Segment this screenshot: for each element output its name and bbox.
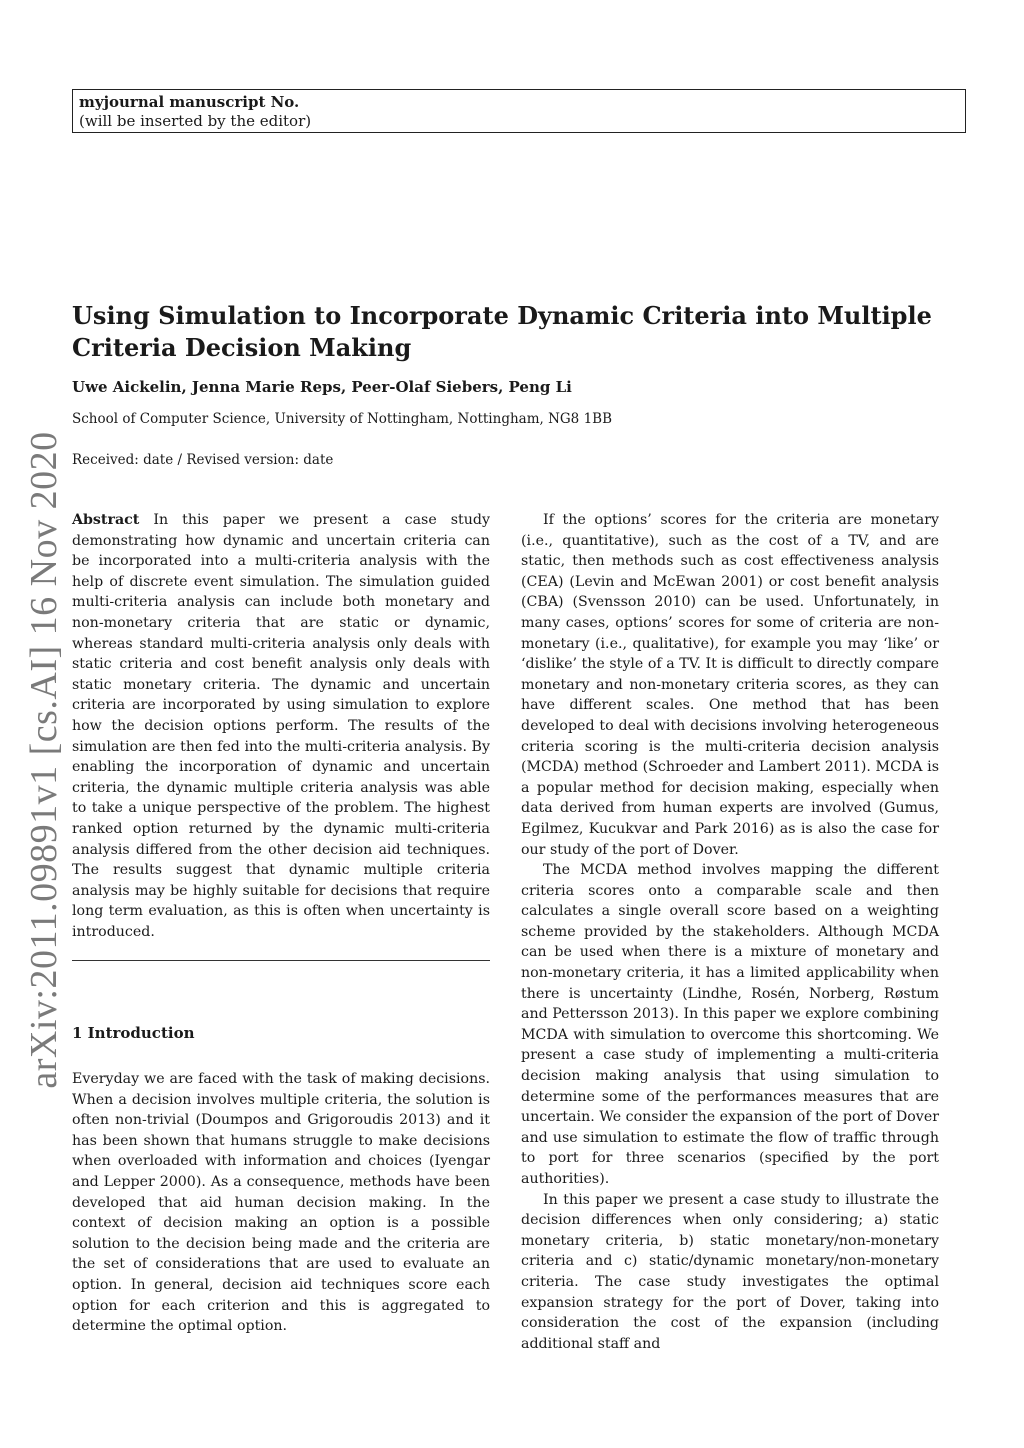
abstract-label: Abstract [72,512,140,528]
abstract-text: In this paper we present a case study demonstrating how dynamic and uncertain criteria can be incorporated into a multi-criteria analysis with the help of discrete event simulation. The simulation guided multi-criteria analysis can include both monetary and non-monetary criteria that are static or dynamic, whereas standard multi-criteria analysis only deals with static criteria and cost benefit analysis only deals with static monetary criteria. The dynamic and uncertain criteria are incorporated by using simulation to explore how the decision options perform. The results of the simulation are then fed into the multi-criteria analysis. By enabling the incorporation of dynamic and uncertain criteria, the dynamic multiple criteria analysis was able to take a unique perspective of the problem. The highest ranked option returned by the dynamic multi-criteria analysis differed from the other decision aid techniques. The results suggest that dynamic multiple criteria analysis may be highly suitable for decisions that require long term evaluation, as this is often when uncertainty is introduced. [72,512,490,940]
intro-paragraph: Everyday we are faced with the task of making decisions. When a decision involves multiple criteria, the solution is often non-trivial (Doumpos and Grigoroudis 2013) and it has been shown that humans struggle to make decisions when overloaded with information and choices (Iyengar and Lepper 2000). As a consequence, methods have been developed that aid human decision making. In the context of decision making an option is a possible solution to the decision being made and the criteria are the set of considerations that are used to evaluate an option. In general, decision aid techniques score each option for each criterion and this is aggregated to determine the optimal option. [72,1071,490,1335]
arxiv-identifier: arXiv:2011.09891v1 [cs.AI] 16 Nov 2020 [23,431,65,1089]
abstract-block [72,510,490,942]
section-heading-introduction: 1 Introduction [72,1024,195,1042]
received-line: Received: date / Revised version: date [72,452,334,468]
right-column [521,510,939,1354]
author-list: Uwe Aickelin, Jenna Marie Reps, Peer-Olaf Siebers, Peng Li [72,378,572,396]
introduction-body [72,1069,490,1337]
journal-editor-note: (will be inserted by the editor) [79,112,312,130]
abstract-divider [72,960,490,961]
affiliation: School of Computer Science, University of Nottingham, Nottingham, NG8 1BB [72,411,612,427]
paragraph: In this paper we present a case study to illustrate the decision differences when only considering; a) static monetary criteria, b) static monetary/non-monetary criteria and c) static/dynamic monetary/non-monetary criteria. The case study investigates the optimal expansion strategy for the port of Dover, taking into consideration the cost of the expansion (including additional staff and [521,1191,939,1352]
paragraph: The MCDA method involves mapping the different criteria scores onto a comparable scale and then calculates a single overall score based on a weighting scheme provided by the stakeholders. Although MCDA can be used when there is a mixture of monetary and non-monetary criteria, it has a limited applicability when there is uncertainty (Lindhe, Rosén, Norberg, Røstum and Pettersson 2013). In this paper we explore combining MCDA with simulation to overcome this shortcoming. We present a case study of implementing a multi-criteria decision making analysis that using simulation to determine some of the performances measures that are uncertain. We consider the expansion of the port of Dover and use simulation to estimate the flow of traffic through to port for three scenarios (specified by the port authorities). [521,862,939,1187]
journal-manuscript-line: myjournal manuscript No. [79,93,300,111]
journal-header-box [72,89,966,133]
paragraph: If the options’ scores for the criteria are monetary (i.e., quantitative), such as the cost of a TV, and are static, then methods such as cost effectiveness analysis (CEA) (Levin and McEwan 2001) or cost benefit analysis (CBA) (Svensson 2010) can be used. Unfortunately, in many cases, options’ scores for some of criteria are non-monetary (i.e., qualitative), for example you may ‘like’ or ‘dislike’ the style of a TV. It is difficult to directly compare monetary and non-monetary criteria scores, as they can have different scales. One method that has been developed to deal with decisions involving heterogeneous criteria scoring is the multi-criteria decision analysis (MCDA) method (Schroeder and Lambert 2011). MCDA is a popular method for decision making, especially when data derived from human experts are involved (Gumus, Egilmez, Kucukvar and Park 2016) as is also the case for our study of the port of Dover. [521,512,939,858]
paper-title: Using Simulation to Incorporate Dynamic Criteria into Multiple Criteria Decision Making [72,301,932,362]
